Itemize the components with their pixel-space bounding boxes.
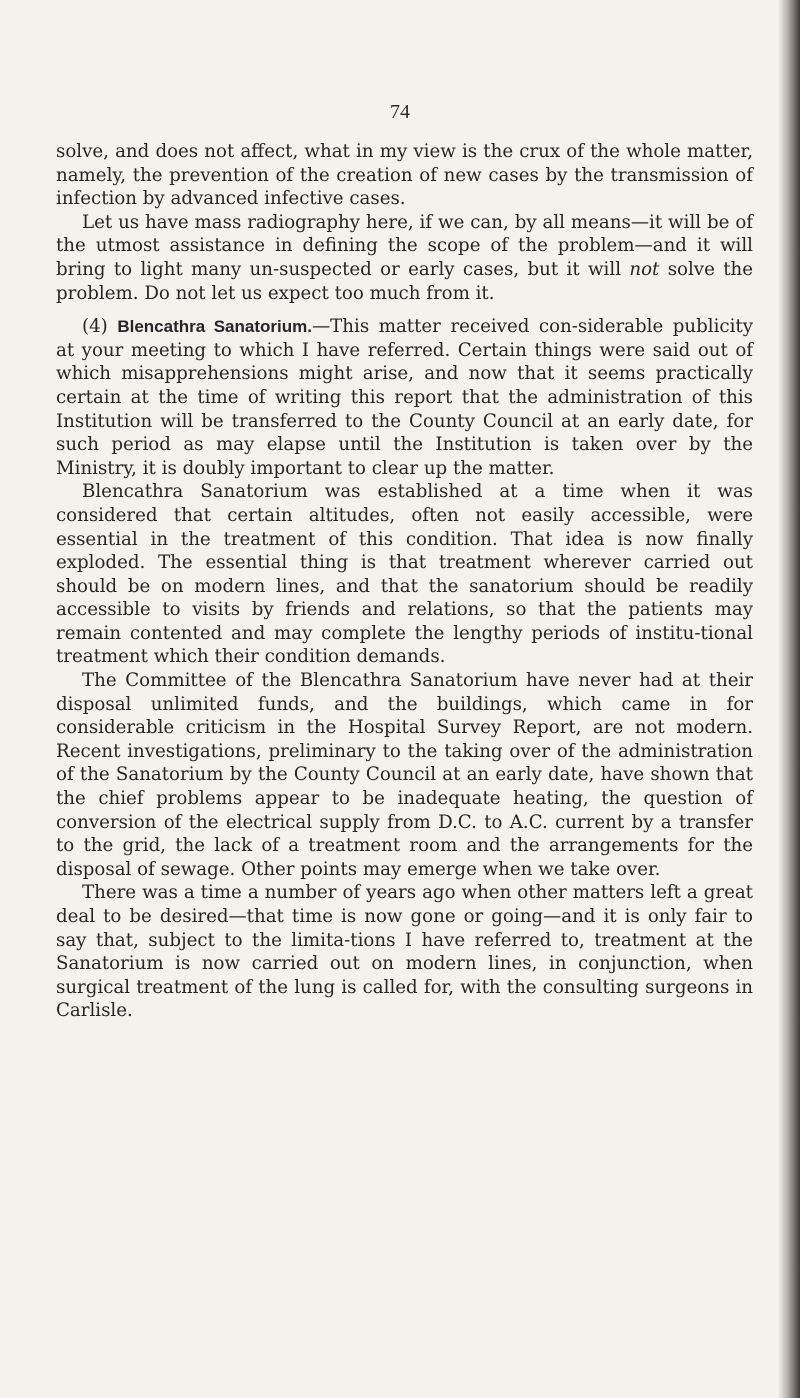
paragraph-mass-radiography-text-b: solve the problem. Do not let us expect too much from it. (56, 258, 753, 304)
paragraph-section-4 (56, 315, 753, 480)
paragraph-time: There was a time a number of years ago when other matters left a great deal to be desired—that time is now gone or going—and it is only fair to say that, subject to the limita-tions I have referred to, treatment at the Sanatorium is now carried out on modern lines, in conjunction, when surgical treatment of the lung is called for, with the consulting surgeons in Carlisle. (56, 882, 753, 1022)
paragraph-mass-radiography (56, 211, 753, 305)
paragraph-established: Blencathra Sanatorium was established at a time when it was considered that certain altitudes, often not easily accessible, were essential in the treatment of this condition. That idea is now finally exploded. The essential thing is that treatment wherever carried out should be on modern lines, and that the sanatorium should be readily accessible to visits by friends and relations, so that the patients may remain contented and may complete the lengthy periods of institu-tional treatment which their condition demands. (56, 481, 753, 668)
paragraph-continued: solve, and does not affect, what in my view is the crux of the whole matter, namely, the prevention of the creation of new cases by the transmission of infection by advanced infective cases. (56, 141, 753, 210)
page-number: 74 (390, 101, 410, 123)
paragraph-committee: The Committee of the Blencathra Sanatorium have never had at their disposal unlimited funds, and the buildings, which came in for considerable criticism in the Hospital Survey Report, are not modern. Recent investigations, preliminary to the taking over of the administration of the Sanatorium by the County Council at an early date, have shown that the chief problems appear to be inadequate heating, the question of conversion of the electrical supply from D.C. to A.C. current by a transfer to the grid, the lack of a treatment room and the arrangements for the disposal of sewage. Other points may emerge when we take over. (56, 670, 753, 880)
paragraph-mass-radiography-text-a: Let us have mass radiography here, if we can, by all means—it will be of the utmost assistance in defining the scope of the problem—and it will bring to light many un-suspected or early cases, but it will (56, 211, 753, 280)
section-number: (4) (82, 316, 108, 338)
emphasis-not: not (629, 258, 660, 280)
section-heading: Blencathra Sanatorium. (117, 317, 312, 337)
section-intro-text: —This matter received con-siderable publicity at your meeting to which I have referred. Certain things were said out of which misapprehensions might arise, and now that it seems practically certain at the time of writing this report that the administration of this Institution will be transferred to the County Council at an early date, for such period as may elapse until the Institution is taken over by the Ministry, it is doubly important to clear up the matter. (56, 316, 754, 479)
body-text (56, 140, 753, 1023)
page-edge-shadow (778, 0, 800, 1398)
